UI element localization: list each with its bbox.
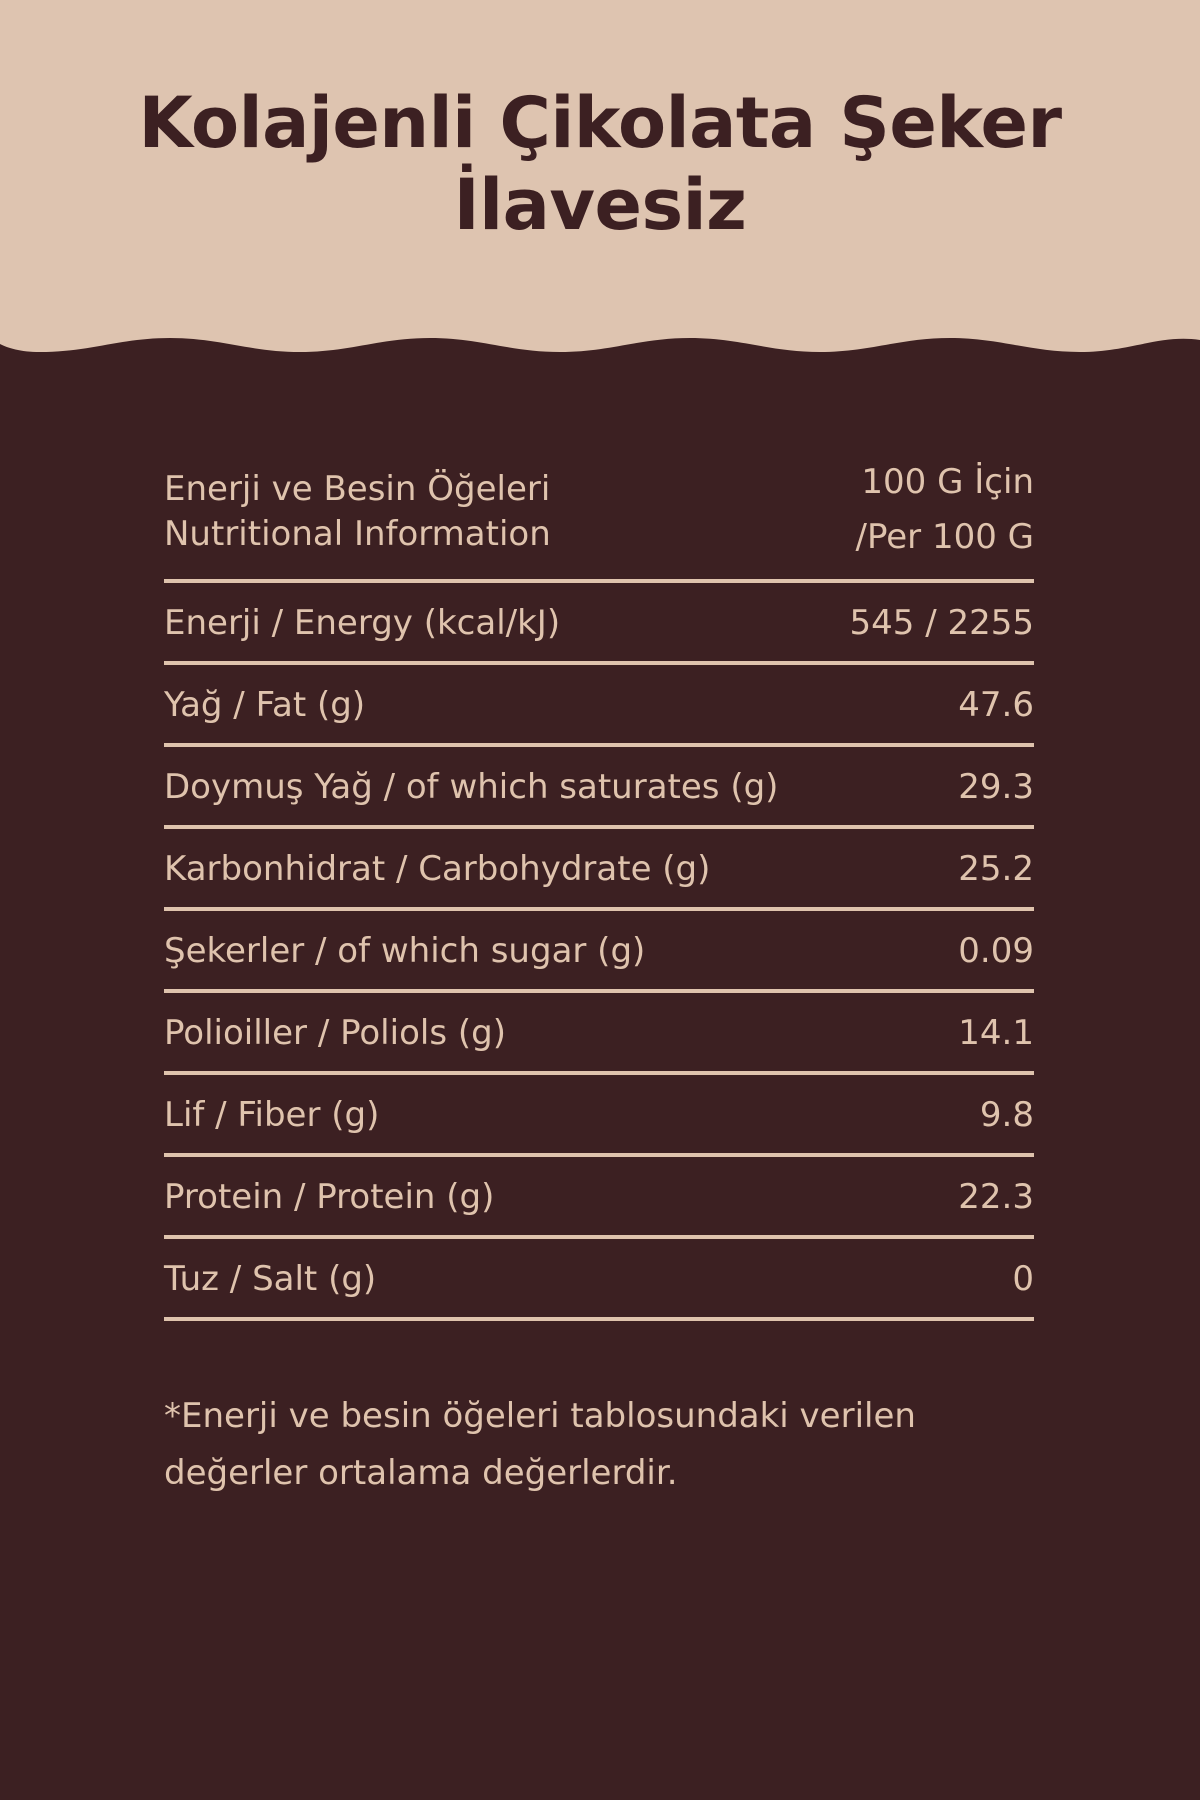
- nutrition-row-carbohydrate: [164, 829, 1034, 911]
- nutrient-value: 22.3: [958, 1177, 1034, 1217]
- footnote-line-2: değerler ortalama değerlerdir.: [164, 1453, 678, 1493]
- nutrient-value: 25.2: [958, 849, 1034, 889]
- nutrition-header-portion-en: /Per 100 G: [855, 517, 1034, 557]
- nutrient-label: Enerji / Energy (kcal/kJ): [164, 603, 561, 643]
- product-title-line-2: İlavesiz: [453, 164, 747, 246]
- nutrient-value: 0.09: [958, 931, 1034, 971]
- nutrition-header-label-en: Nutritional Information: [164, 514, 551, 554]
- nutrient-label: Polioiller / Poliols (g): [164, 1013, 506, 1053]
- nutrition-row-fat: [164, 665, 1034, 747]
- footnote: [164, 1388, 1064, 1502]
- nutrition-row-saturates: [164, 747, 1034, 829]
- nutrient-label: Şekerler / of which sugar (g): [164, 931, 646, 971]
- nutrient-value: 545 / 2255: [849, 603, 1034, 643]
- nutrient-value: 0: [1012, 1259, 1034, 1299]
- title-band: [0, 0, 1200, 360]
- nutrient-value: 29.3: [958, 767, 1034, 807]
- nutrition-row-energy: [164, 583, 1034, 665]
- nutrient-label: Doymuş Yağ / of which saturates (g): [164, 767, 779, 807]
- nutrient-label: Protein / Protein (g): [164, 1177, 495, 1217]
- nutrition-row-fiber: [164, 1075, 1034, 1157]
- nutrition-row-sugar: [164, 911, 1034, 993]
- nutrition-row-polyols: [164, 993, 1034, 1075]
- nutrient-value: 9.8: [979, 1095, 1034, 1135]
- nutrient-label: Karbonhidrat / Carbohydrate (g): [164, 849, 711, 889]
- nutrition-header-label-tr: Enerji ve Besin Öğeleri: [164, 469, 551, 509]
- footnote-line-1: *Enerji ve besin öğeleri tablosundaki verilen: [164, 1396, 916, 1436]
- nutrient-label: Lif / Fiber (g): [164, 1095, 380, 1135]
- product-title-line-1: Kolajenli Çikolata Şeker: [138, 82, 1062, 164]
- nutrition-row-protein: [164, 1157, 1034, 1239]
- nutrition-header-label: [164, 455, 551, 557]
- nutrient-label: Tuz / Salt (g): [164, 1259, 377, 1299]
- nutrient-value: 47.6: [958, 685, 1034, 725]
- product-title: [100, 82, 1100, 246]
- nutrition-table-header: [164, 455, 1034, 583]
- nutrient-value: 14.1: [958, 1013, 1034, 1053]
- nutrition-row-salt: [164, 1239, 1034, 1321]
- nutrition-header-portion: [856, 455, 1035, 565]
- nutrition-header-portion-tr: 100 G İçin: [861, 462, 1034, 502]
- nutrition-table: [164, 455, 1034, 1321]
- nutrient-label: Yağ / Fat (g): [164, 685, 366, 725]
